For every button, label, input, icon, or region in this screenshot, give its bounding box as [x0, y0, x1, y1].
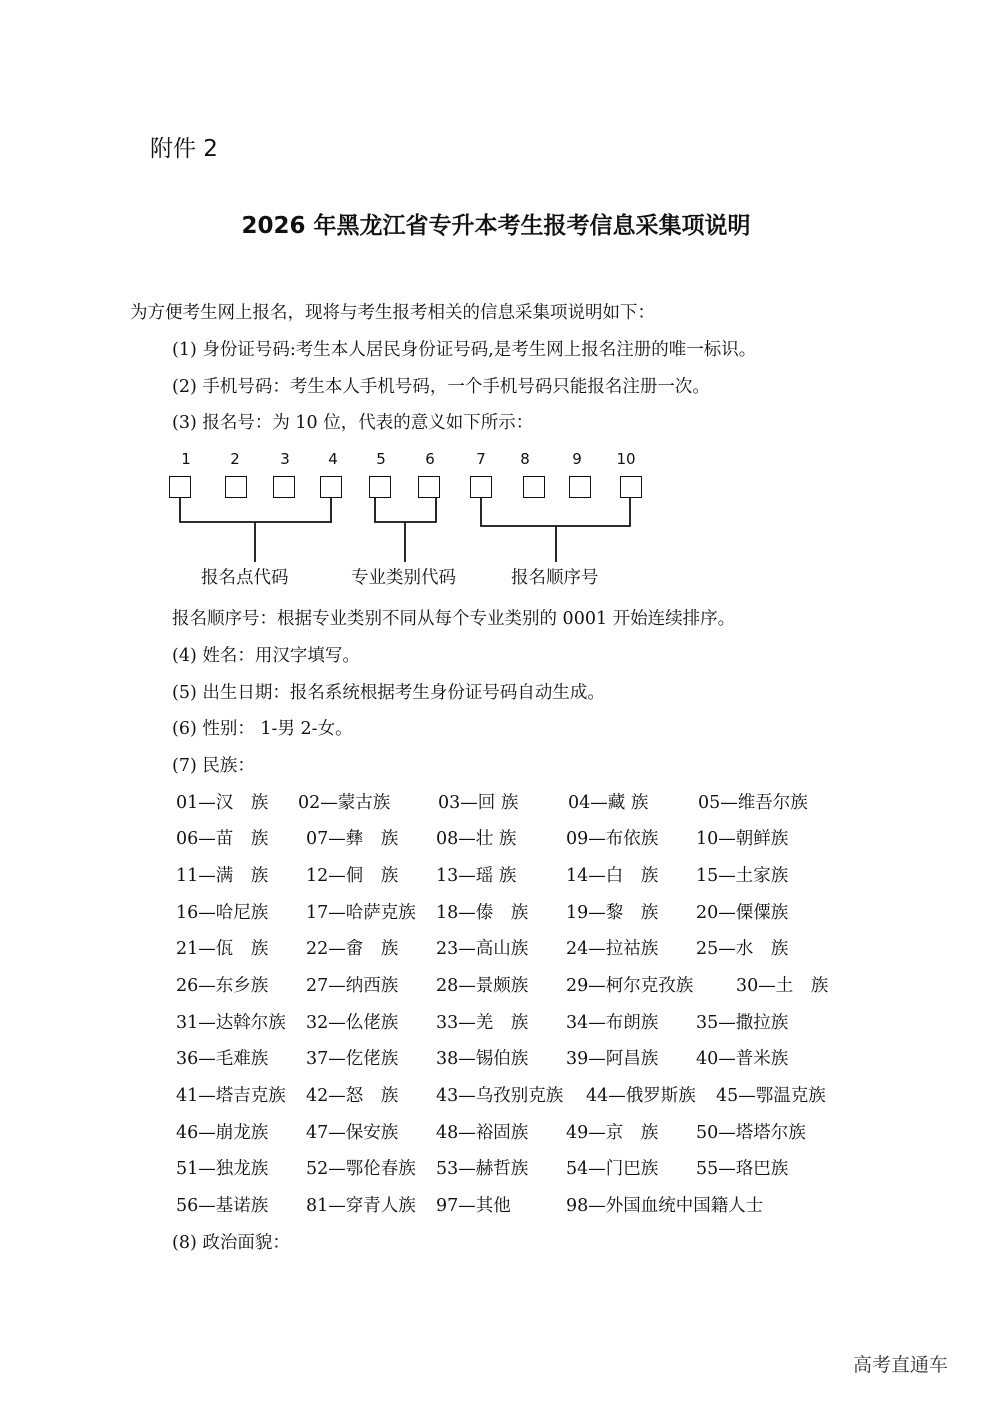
group-label-category-code: 专业类别代码	[351, 568, 456, 588]
ethnic-item: 31—达斡尔族	[176, 1013, 286, 1033]
ethnic-item: 52—鄂伦春族	[306, 1159, 416, 1179]
ethnic-item: 12—侗 族	[306, 866, 399, 886]
ethnic-item: 11—满 族	[176, 866, 269, 886]
ethnic-item: 56—基诺族	[176, 1196, 269, 1216]
ethnic-item: 19—黎 族	[566, 903, 659, 923]
ethnic-item: 44—俄罗斯族	[586, 1086, 696, 1106]
ethnic-item: 06—苗 族	[176, 829, 269, 849]
ethnic-item: 47—保安族	[306, 1123, 399, 1143]
ethnic-item: 07—彝 族	[306, 829, 399, 849]
ethnic-item: 51—独龙族	[176, 1159, 269, 1179]
ethnic-item: 01—汉 族	[176, 793, 269, 813]
digit-label: 10	[616, 450, 636, 468]
ethnic-item: 40—普米族	[696, 1049, 789, 1069]
ethnic-item: 32—仫佬族	[306, 1013, 399, 1033]
ethnic-item: 29—柯尔克孜族	[566, 976, 694, 996]
digit-label: 8	[520, 450, 530, 468]
ethnic-item: 46—崩龙族	[176, 1123, 269, 1143]
ethnic-item: 22—畲 族	[306, 939, 399, 959]
ethnic-item: 42—怒 族	[306, 1086, 399, 1106]
item-registration-number: (3) 报名号：为 10 位，代表的意义如下所示：	[172, 413, 534, 433]
ethnic-item: 18—傣 族	[436, 903, 529, 923]
ethnic-item: 05—维吾尔族	[698, 793, 808, 813]
ethnic-item: 15—土家族	[696, 866, 789, 886]
ethnic-item: 21—佤 族	[176, 939, 269, 959]
item-birth: (5) 出生日期：报名系统根据考生身份证号码自动生成。	[172, 683, 605, 703]
ethnic-item: 16—哈尼族	[176, 903, 269, 923]
ethnic-item: 25—水 族	[696, 939, 789, 959]
watermark: 高考直通车	[853, 1354, 949, 1376]
ethnic-item: 02—蒙古族	[298, 793, 391, 813]
attachment-label: 附件 2	[150, 136, 218, 162]
ethnic-item: 36—毛难族	[176, 1049, 269, 1069]
ethnic-item: 97—其他	[436, 1196, 511, 1216]
group-label-sequence: 报名顺序号	[511, 568, 599, 588]
item-phone: (2) 手机号码：考生本人手机号码，一个手机号码只能报名注册一次。	[172, 377, 710, 397]
digit-label: 2	[230, 450, 240, 468]
diagram-brackets	[0, 0, 992, 600]
ethnic-item: 04—藏 族	[568, 793, 649, 813]
ethnic-item: 33—羌 族	[436, 1013, 529, 1033]
digit-label: 4	[328, 450, 338, 468]
ethnic-item: 34—布朗族	[566, 1013, 659, 1033]
ethnic-item: 08—壮 族	[436, 829, 517, 849]
ethnic-item: 17—哈萨克族	[306, 903, 416, 923]
item-name: (4) 姓名：用汉字填写。	[172, 646, 360, 666]
ethnic-item: 10—朝鲜族	[696, 829, 789, 849]
digit-label: 7	[476, 450, 486, 468]
ethnic-item: 26—东乡族	[176, 976, 269, 996]
digit-label: 3	[280, 450, 290, 468]
ethnic-item: 09—布依族	[566, 829, 659, 849]
group-label-site-code: 报名点代码	[201, 568, 289, 588]
item-politics: (8) 政治面貌：	[172, 1233, 290, 1253]
sequence-note: 报名顺序号：根据专业类别不同从每个专业类别的 0001 开始连续排序。	[172, 609, 736, 629]
ethnic-item: 35—撒拉族	[696, 1013, 789, 1033]
ethnic-item: 41—塔吉克族	[176, 1086, 286, 1106]
ethnic-item: 50—塔塔尔族	[696, 1123, 806, 1143]
ethnic-item: 55—珞巴族	[696, 1159, 789, 1179]
ethnic-item: 27—纳西族	[306, 976, 399, 996]
digit-label: 1	[181, 450, 191, 468]
digit-label: 5	[376, 450, 386, 468]
ethnic-item: 54—门巴族	[566, 1159, 659, 1179]
ethnic-item: 48—裕固族	[436, 1123, 529, 1143]
item-id-card: (1) 身份证号码:考生本人居民身份证号码,是考生网上报名注册的唯一标识。	[172, 340, 757, 360]
ethnic-item: 23—高山族	[436, 939, 529, 959]
ethnic-item: 24—拉祜族	[566, 939, 659, 959]
ethnic-item: 30—土 族	[736, 976, 829, 996]
digit-label: 9	[572, 450, 582, 468]
ethnic-item: 13—瑶 族	[436, 866, 517, 886]
item-gender: (6) 性别： 1-男 2-女。	[172, 719, 353, 739]
ethnic-item: 43—乌孜别克族	[436, 1086, 564, 1106]
ethnic-item: 81—穿青人族	[306, 1196, 416, 1216]
ethnic-item: 39—阿昌族	[566, 1049, 659, 1069]
ethnic-item: 49—京 族	[566, 1123, 659, 1143]
ethnic-item: 38—锡伯族	[436, 1049, 529, 1069]
ethnic-item: 37—仡佬族	[306, 1049, 399, 1069]
ethnic-item: 20—傈僳族	[696, 903, 789, 923]
item-ethnicity: (7) 民族：	[172, 756, 255, 776]
ethnic-item: 03—回 族	[438, 793, 519, 813]
digit-label: 6	[425, 450, 435, 468]
intro-text: 为方便考生网上报名，现将与考生报考相关的信息采集项说明如下：	[130, 303, 655, 323]
page-title: 2026 年黑龙江省专升本考生报考信息采集项说明	[241, 213, 751, 239]
ethnic-item: 45—鄂温克族	[716, 1086, 826, 1106]
ethnic-item: 14—白 族	[566, 866, 659, 886]
ethnic-item: 28—景颇族	[436, 976, 529, 996]
ethnic-item: 98—外国血统中国籍人士	[566, 1196, 764, 1216]
ethnic-item: 53—赫哲族	[436, 1159, 529, 1179]
